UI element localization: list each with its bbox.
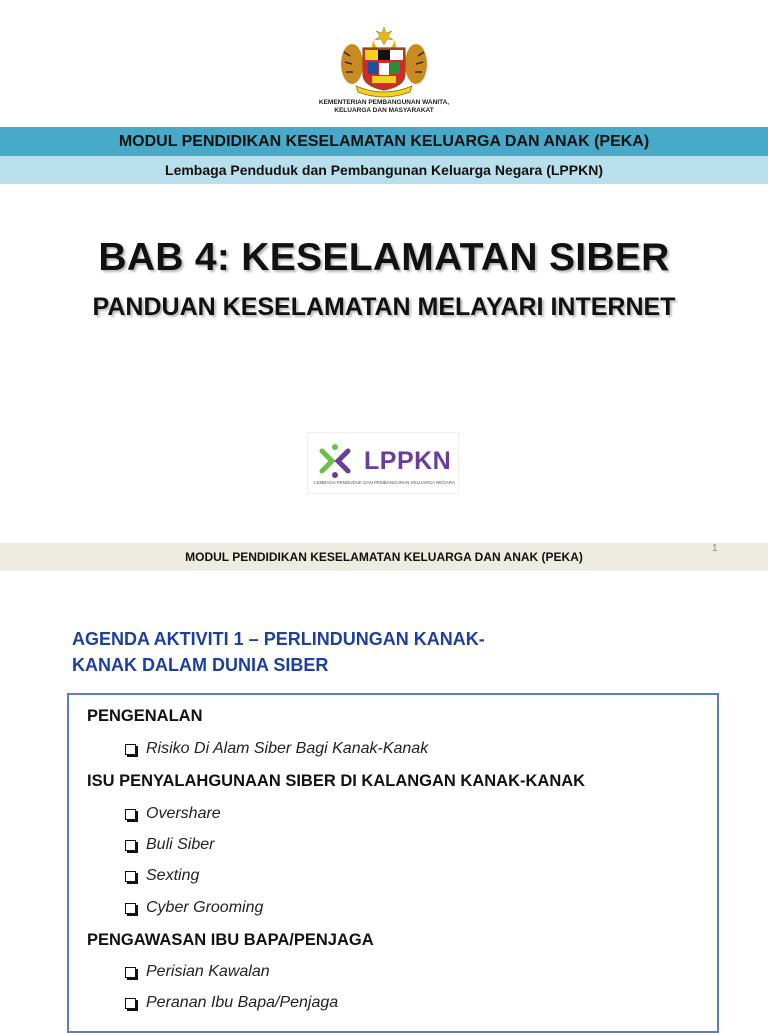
checkbox-bullet-icon: [125, 744, 136, 755]
slide-footer-text: MODUL PENDIDIKAN KESELAMATAN KELUARGA DAN ANAK (PEKA): [185, 550, 583, 564]
checkbox-bullet-icon: [125, 903, 136, 914]
list-item-label: Buli Siber: [146, 836, 215, 853]
checkbox-bullet-icon: [125, 998, 136, 1009]
chapter-title: BAB 4: KESELAMATAN SIBER: [98, 236, 670, 279]
section-heading: PENGAWASAN IBU BAPA/PENJAGA: [87, 931, 374, 949]
checkbox-bullet-icon: [125, 871, 136, 882]
coat-of-arms-emblem: [338, 26, 430, 98]
page-number: 1: [712, 543, 718, 554]
section-heading: ISU PENYALAHGUNAAN SIBER DI KALANGAN KANAK-KANAK: [87, 772, 586, 790]
lppkn-logo-text: LPPKN: [364, 447, 452, 475]
list-item: [125, 899, 263, 917]
list-item: [125, 740, 428, 758]
lppkn-logo: [307, 432, 459, 494]
agenda-title: [72, 626, 572, 678]
lppkn-logo-icon: [316, 443, 354, 479]
chapter-subtitle: PANDUAN KESELAMATAN MELAYARI INTERNET: [92, 293, 676, 321]
checkbox-bullet-icon: [125, 840, 136, 851]
list-item: [125, 805, 221, 823]
list-item-label: Cyber Grooming: [146, 899, 264, 916]
ministry-name-line2: KELUARGA DAN MASYARAKAT: [334, 107, 434, 114]
agency-band: [0, 156, 768, 184]
list-item-label: Peranan Ibu Bapa/Penjaga: [146, 994, 339, 1011]
checkbox-bullet-icon: [125, 967, 136, 978]
ministry-name: [284, 99, 484, 115]
ministry-name-line1: KEMENTERIAN PEMBANGUNAN WANITA,: [318, 99, 450, 106]
list-item: [125, 963, 270, 981]
agenda-title-line2: KANAK DALAM DUNIA SIBER: [72, 655, 329, 675]
agenda-title-line1: AGENDA AKTIVITI 1 – PERLINDUNGAN KANAK-: [72, 629, 485, 649]
agency-name: Lembaga Penduduk dan Pembangunan Keluarga Negara (LPPKN): [165, 162, 603, 178]
list-item: [125, 836, 214, 854]
lppkn-logo-subtext: LEMBAGA PENDUDUK DAN PEMBANGUNAN KELUARGA NEGARA: [314, 480, 456, 485]
list-item-label: Sexting: [146, 867, 200, 884]
section-heading: PENGENALAN: [87, 707, 203, 725]
agenda-content-box: [67, 693, 719, 1033]
checkbox-bullet-icon: [125, 809, 136, 820]
list-item-label: Overshare: [146, 805, 221, 822]
module-title: MODUL PENDIDIKAN KESELAMATAN KELUARGA DAN ANAK (PEKA): [118, 132, 650, 150]
list-item: [125, 867, 199, 885]
list-item-label: Risiko Di Alam Siber Bagi Kanak-Kanak: [146, 740, 429, 757]
slide-footer: [0, 543, 768, 571]
list-item-label: Perisian Kawalan: [146, 963, 270, 980]
module-title-band: [0, 127, 768, 156]
list-item: [125, 994, 338, 1012]
